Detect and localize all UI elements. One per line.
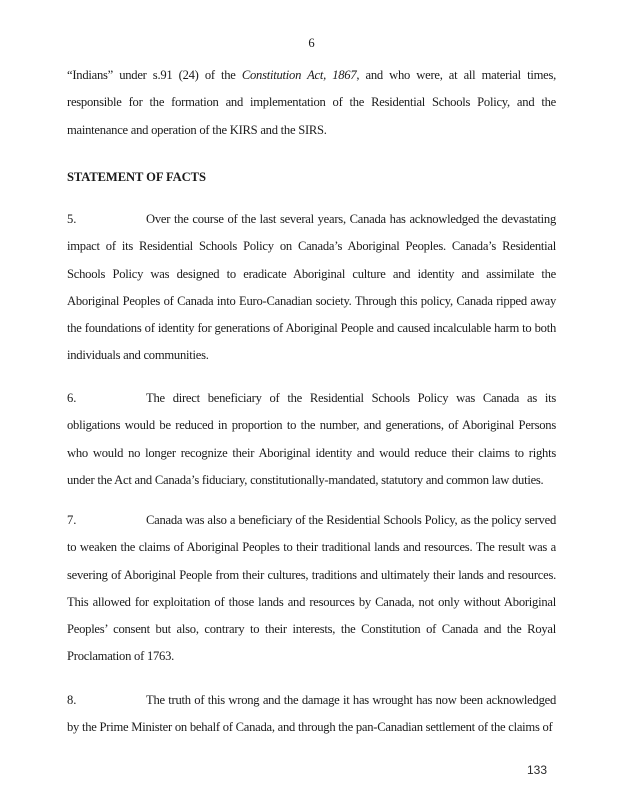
paragraph-number: 5. — [67, 212, 77, 226]
numbered-paragraph-8 — [67, 687, 556, 742]
section-heading: STATEMENT OF FACTS — [67, 170, 206, 184]
numbered-paragraph-6 — [67, 385, 556, 494]
paragraph-text: The truth of this wrong and the damage it has wrought has now been acknowledged by the Prime Minister on behalf of Canada, and through the pan-Canadian settlement of the claims of — [67, 693, 556, 735]
paragraph-text: Canada was also a beneficiary of the Residential Schools Policy, as the policy served to weaken the claims of Aboriginal Peoples to their traditional lands and resources. The result was a severing of Aboriginal People from their cultures, traditions and ultimately their lands and resources. This allowed for exploitation of those lands and resources by Canada, not only without Aboriginal Peoples’ consent but also, contrary to their interests, the Constitution of Canada and the Royal Proclamation of 1763. — [67, 513, 556, 664]
paragraph-text: Over the course of the last several years, Canada has acknowledged the devastating impact of its Residential Schools Policy on Canada’s Aboriginal Peoples. Canada’s Residential Schools Policy was designed to eradicate Aboriginal culture and identity and assimilate the Aboriginal Peoples of Canada into Euro-Canadian society. Through this policy, Canada ripped away the foundations of identity for generations of Aboriginal People and caused incalculable harm to both individuals and communities. — [67, 212, 556, 363]
intro-paragraph — [67, 62, 556, 144]
paragraph-number: 8. — [67, 693, 77, 707]
paragraph-number: 6. — [67, 391, 77, 405]
page-number-header: 6 — [308, 36, 315, 50]
intro-text-after-citation: , and who were, at all material times, responsible for the formation and implementation of the Residential Schools Policy, and the maintenance and operation of the KIRS and the SIRS. — [67, 68, 557, 137]
paragraph-text: The direct beneficiary of the Residential Schools Policy was Canada as its obligations would be reduced in proportion to the number, and generations, of Aboriginal Persons who would no longer recognize their Aboriginal identity and would reduce their claims to rights under the Act and Canada’s fiduciary, constitutionally-mandated, statutory and common law duties. — [67, 391, 556, 487]
numbered-paragraph-5 — [67, 206, 556, 370]
page-number-stamp: 133 — [526, 763, 547, 777]
statute-citation: Constitution Act, 1867 — [241, 68, 357, 82]
paragraph-number: 7. — [67, 513, 77, 527]
numbered-paragraph-7 — [67, 507, 556, 671]
intro-text-before-citation: “Indians” under s.91 (24) of the — [67, 68, 242, 82]
